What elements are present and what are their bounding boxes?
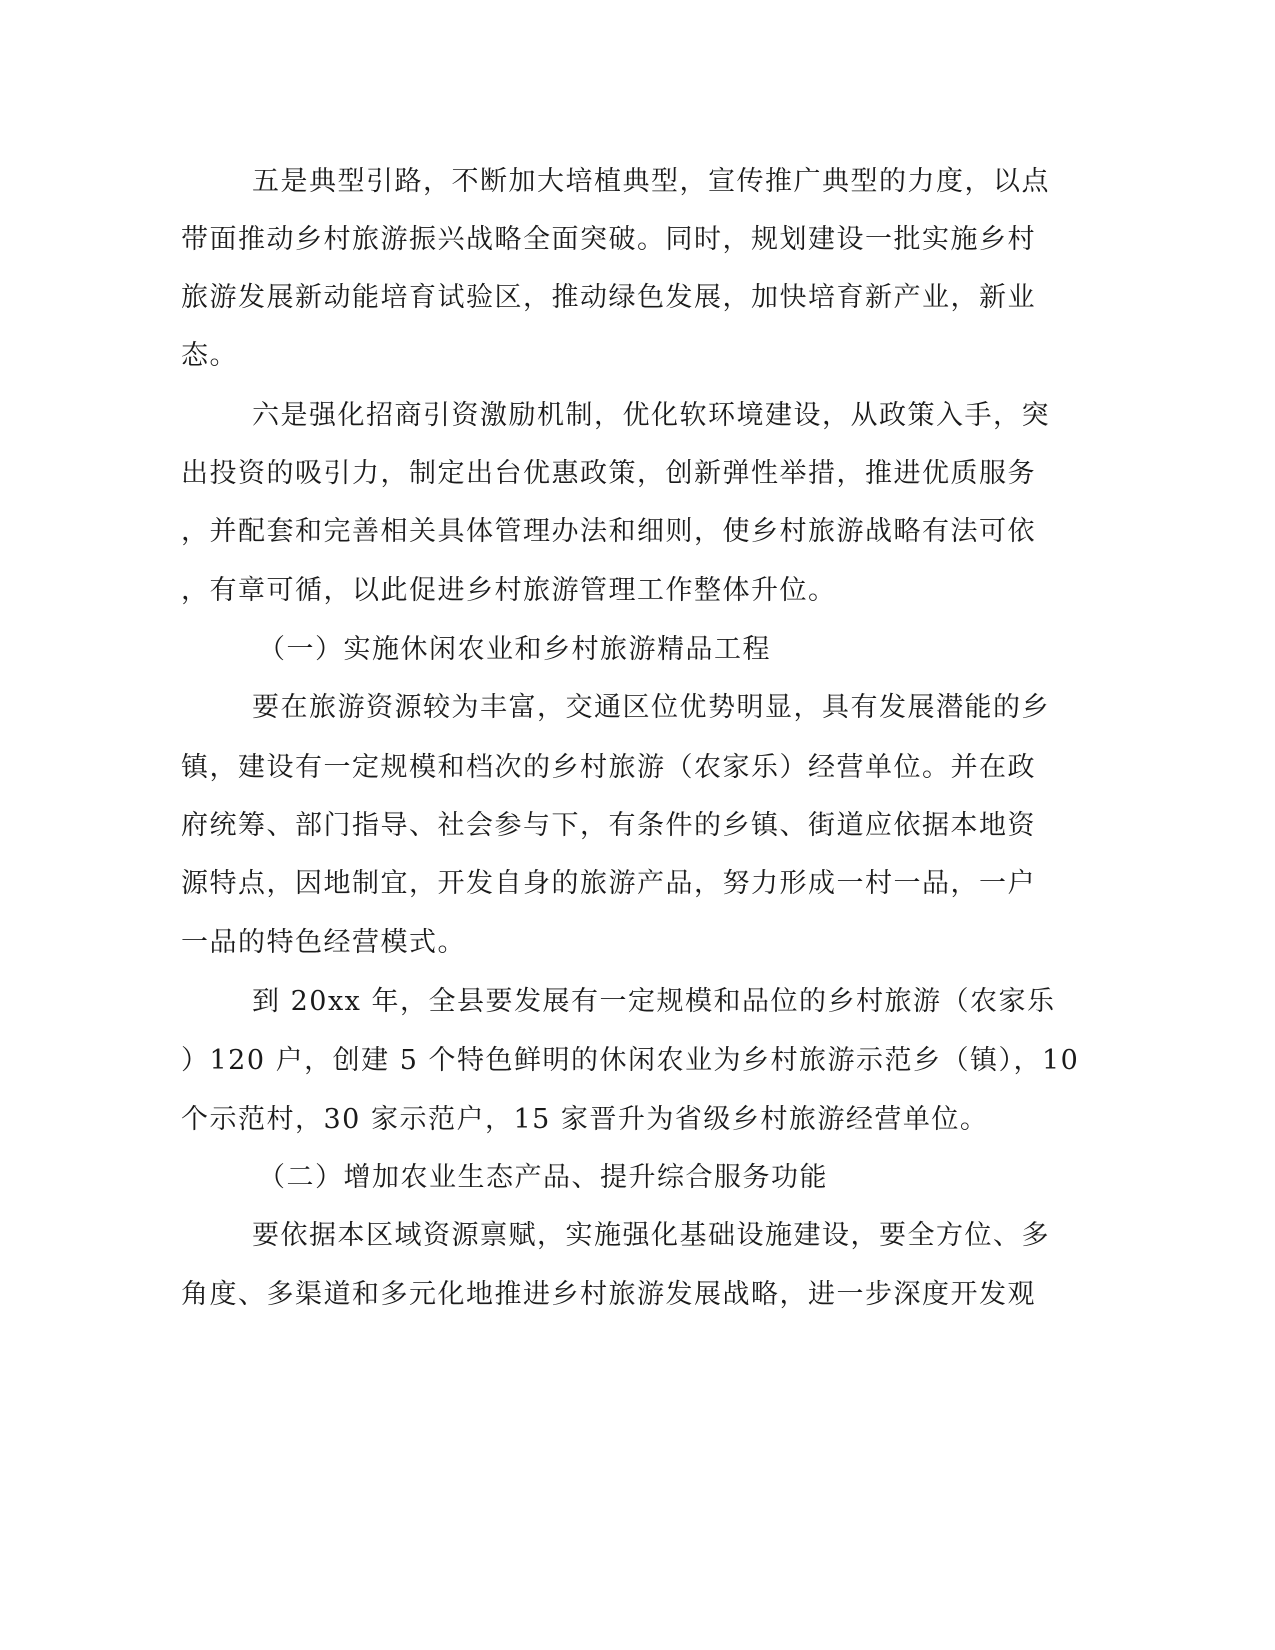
paragraph-5-line-2: 带面推动乡村旅游振兴战略全面突破。同时，规划建设一批实施乡村 [181,224,1036,255]
paragraph-5-line-4: 态。 [181,340,238,371]
section-1-paragraph-line-3: 府统筹、部门指导、社会参与下，有条件的乡镇、街道应依据本地资 [181,810,1036,841]
targets-paragraph-line-1: 到 20xx 年，全县要发展有一定规模和品位的乡村旅游（农家乐 [252,986,1056,1017]
paragraph-6-line-2: 出投资的吸引力，制定出台优惠政策，创新弹性举措，推进优质服务 [181,458,1036,489]
paragraph-5-line-3: 旅游发展新动能培育试验区，推动绿色发展，加快培育新产业，新业 [181,282,1036,313]
paragraph-6-line-1: 六是强化招商引资激励机制，优化软环境建设，从政策入手，突 [252,400,1050,431]
paragraph-5-line-1: 五是典型引路，不断加大培植典型，宣传推广典型的力度，以点 [252,166,1050,197]
section-heading-2: （二）增加农业生态产品、提升综合服务功能 [258,1162,828,1193]
section-2-paragraph-line-2: 角度、多渠道和多元化地推进乡村旅游发展战略，进一步深度开发观 [181,1279,1036,1310]
section-1-paragraph-line-5: 一品的特色经营模式。 [181,927,466,958]
paragraph-6-line-4: ，有章可循，以此促进乡村旅游管理工作整体升位。 [181,575,837,606]
paragraph-6-line-3: ，并配套和完善相关具体管理办法和细则，使乡村旅游战略有法可依 [181,516,1036,547]
section-1-paragraph-line-1: 要在旅游资源较为丰富，交通区位优势明显，具有发展潜能的乡 [252,692,1050,723]
targets-paragraph-line-2: ）120 户，创建 5 个特色鲜明的休闲农业为乡村旅游示范乡（镇），10 [181,1045,1080,1076]
section-1-paragraph-line-4: 源特点，因地制宜，开发自身的旅游产品，努力形成一村一品，一户 [181,868,1036,899]
section-2-paragraph-line-1: 要依据本区域资源禀赋，实施强化基础设施建设，要全方位、多 [252,1220,1050,1251]
section-heading-1: （一）实施休闲农业和乡村旅游精品工程 [258,634,771,665]
targets-paragraph-line-3: 个示范村，30 家示范户，15 家晋升为省级乡村旅游经营单位。 [181,1104,989,1135]
section-1-paragraph-line-2: 镇，建设有一定规模和档次的乡村旅游（农家乐）经营单位。并在政 [181,752,1036,783]
